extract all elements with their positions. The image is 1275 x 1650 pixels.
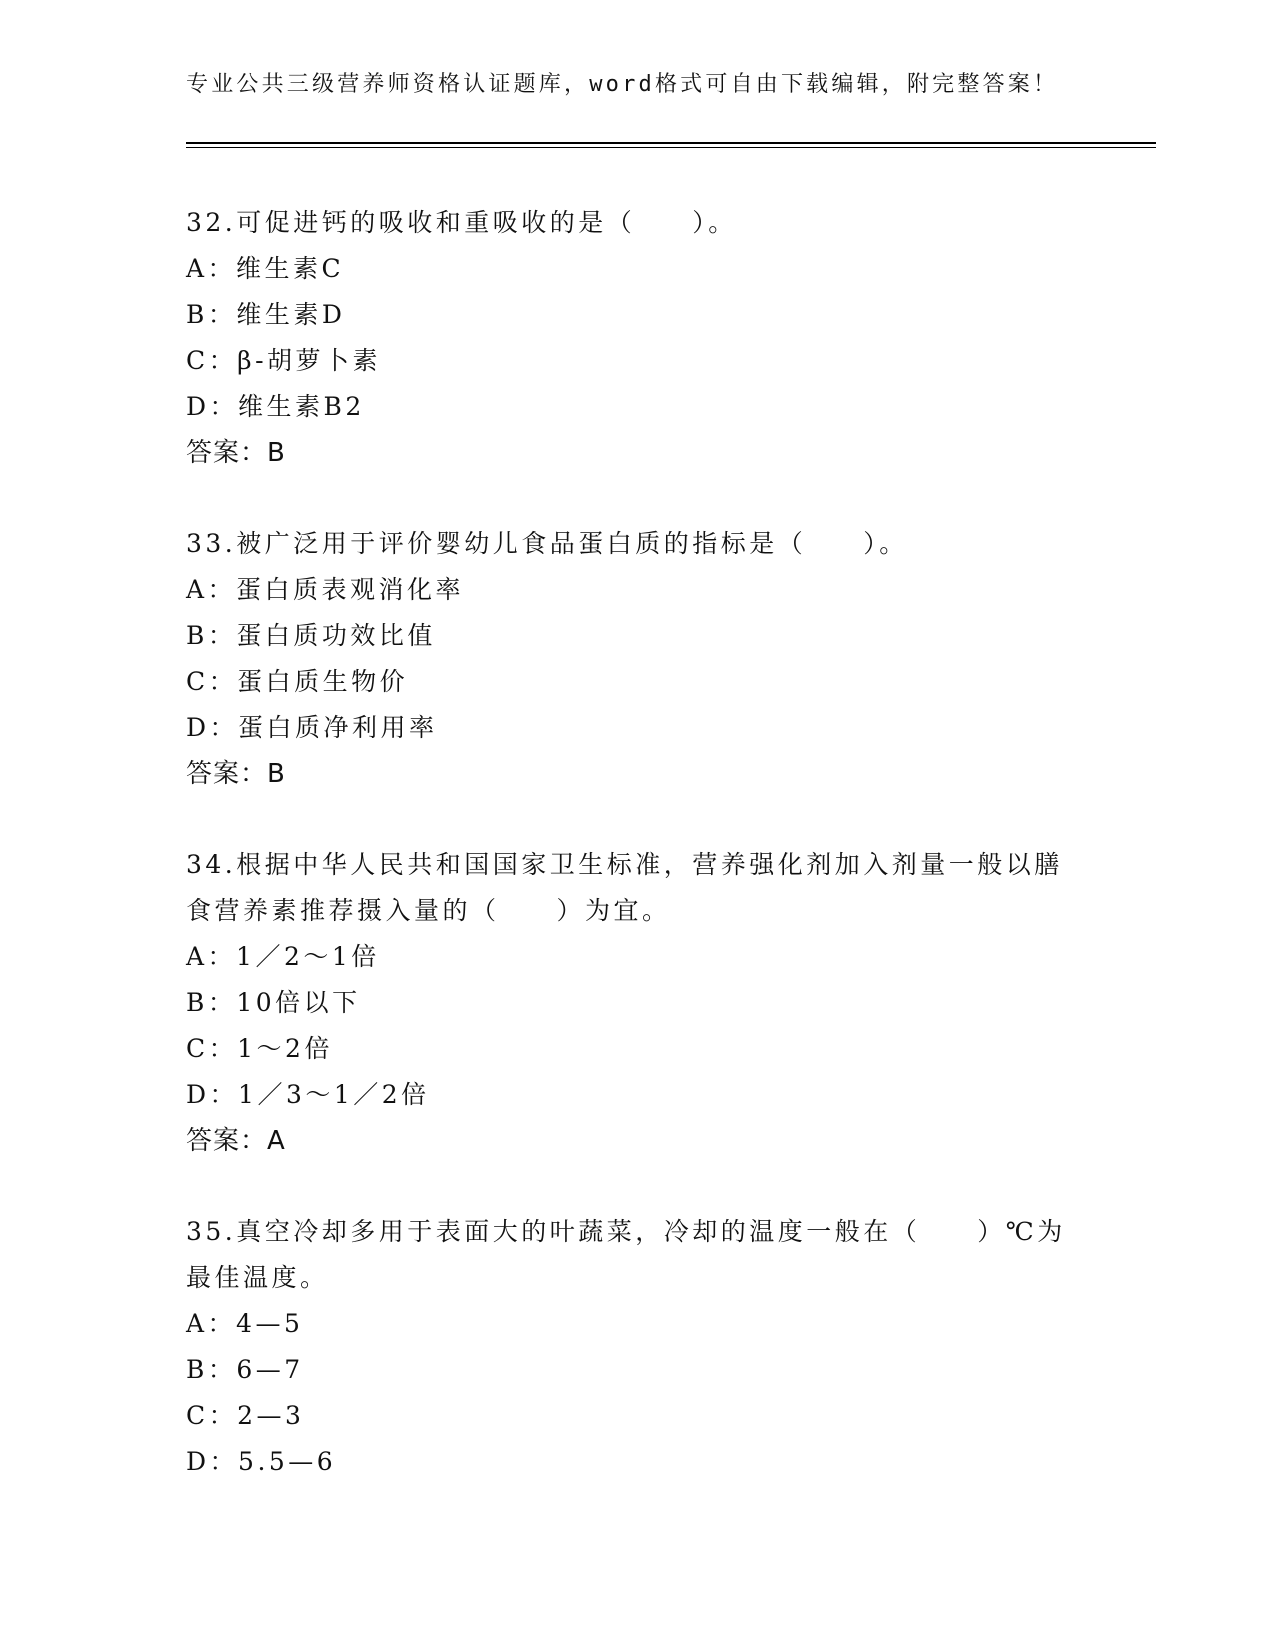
option-d: D：蛋白质净利用率 <box>186 713 438 742</box>
question-stem: 35.真空冷却多用于表面大的叶蔬菜，冷却的温度一般在（ ）℃为最佳温度。 <box>186 1217 1066 1292</box>
option-d: D：维生素B2 <box>186 392 365 421</box>
question-stem: 34.根据中华人民共和国国家卫生标准，营养强化剂加入剂量一般以膳食营养素推荐摄入量的（ ）为宜。 <box>186 850 1063 925</box>
answer-line: 答案：B <box>186 759 286 789</box>
option-c: C：β-胡萝卜素 <box>186 346 382 375</box>
question-item <box>186 1209 1086 1485</box>
answer-line: 答案：B <box>186 438 286 468</box>
option-a: A：蛋白质表观消化率 <box>186 575 465 604</box>
answer-line: 答案：A <box>186 1126 286 1156</box>
option-b: B：维生素D <box>186 300 346 329</box>
header-rule <box>186 142 1156 148</box>
option-b: B：蛋白质功效比值 <box>186 621 436 650</box>
question-list <box>186 200 1086 1530</box>
option-b: B：10倍以下 <box>186 988 361 1017</box>
option-c: C：1～2倍 <box>186 1034 333 1063</box>
option-c: C：蛋白质生物价 <box>186 667 409 696</box>
option-d: D：5.5—6 <box>186 1447 337 1476</box>
page-header: 专业公共三级营养师资格认证题库，word格式可自由下载编辑，附完整答案！ <box>186 72 1059 97</box>
question-stem: 33.被广泛用于评价婴幼儿食品蛋白质的指标是（ ）。 <box>186 529 908 558</box>
question-item <box>186 521 1086 797</box>
question-item <box>186 842 1086 1164</box>
option-d: D：1／3～1／2倍 <box>186 1080 430 1109</box>
option-a: A：1／2～1倍 <box>186 942 380 971</box>
option-c: C：2—3 <box>186 1401 305 1430</box>
question-stem: 32.可促进钙的吸收和重吸收的是（ ）。 <box>186 208 737 237</box>
option-a: A：维生素C <box>186 254 345 283</box>
option-a: A：4—5 <box>186 1309 304 1338</box>
option-b: B：6—7 <box>186 1355 304 1384</box>
question-item <box>186 200 1086 476</box>
